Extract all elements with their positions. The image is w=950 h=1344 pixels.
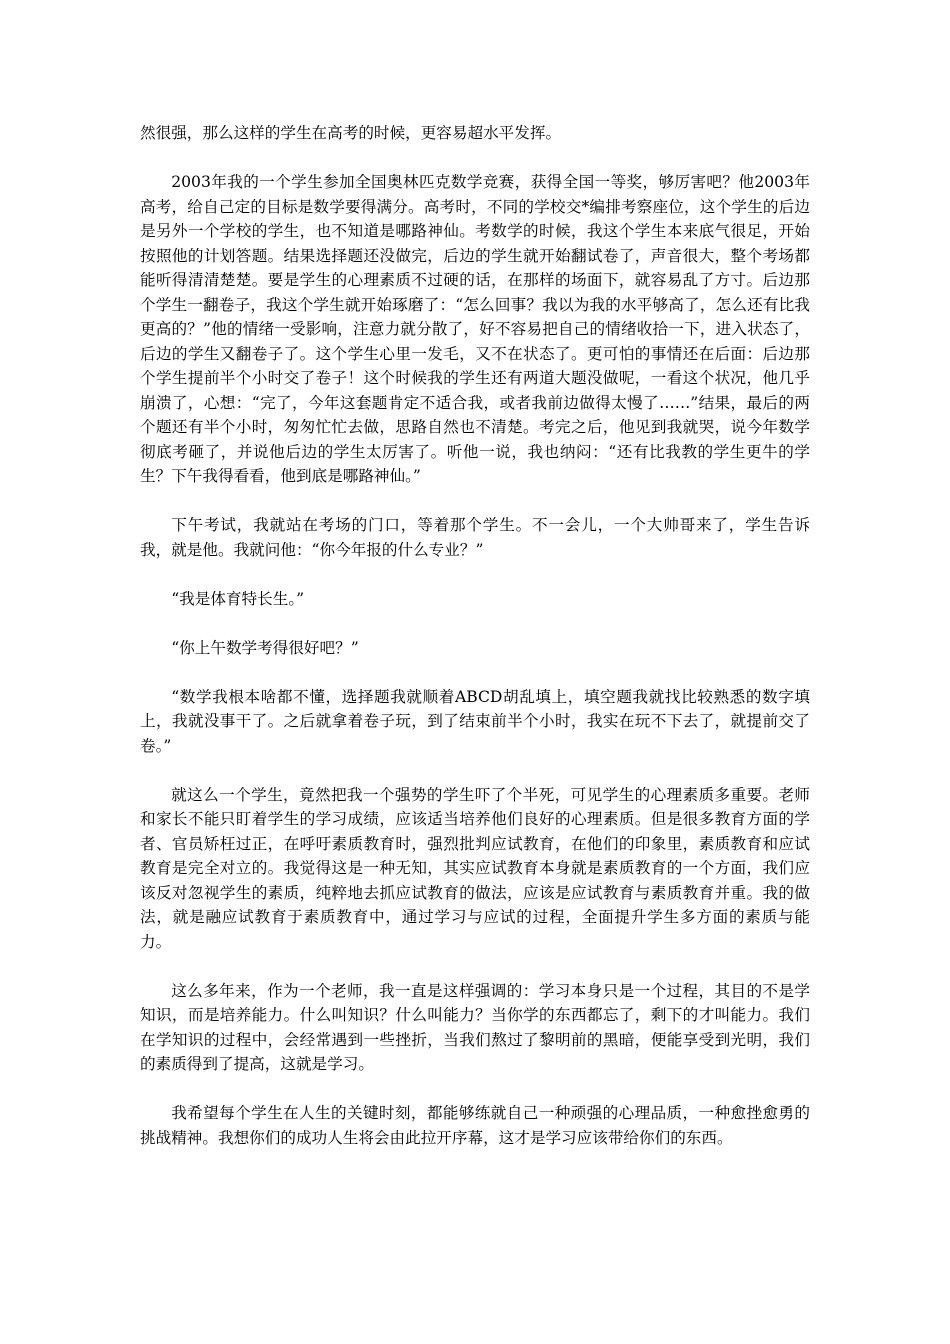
paragraph-closing-wish: 我希望每个学生在人生的关键时刻，都能够练就自己一种顽强的心理品质，一种愈挫愈勇的挑战精神。我想你们的成功人生将会由此拉开序幕，这才是学习应该带给你们的东西。 xyxy=(140,1104,810,1147)
paragraph-dialogue-reply-2: “数学我根本啥都不懂，选择题我就顺着ABCD胡乱填上，填空题我就找比较熟悉的数字填上，我就没事干了。之后就拿着卷子玩，到了结束前半个小时，我实在玩不下去了，就提前交了卷。” xyxy=(140,687,810,755)
document-body xyxy=(140,121,810,1175)
paragraph-competition-story: 2003年我的一个学生参加全国奥林匹克数学竞赛，获得全国一等奖，够厉害吧？他2003年高考，给自己定的目标是数学要得满分。高考时，不同的学校交*编排考察座位，这个学生的后边是另外一个学校的学生，也不知道是哪路神仙。考数学的时候，我这个学生本来底气很足，开始按照他的计划答题。结果选择题还没做完，后边的学生就开始翻试卷了，声音很大，整个考场都能听得清清楚楚。要是学生的心理素质不过硬的话，在那样的场面下，就容易乱了方寸。后边那个学生一翻卷子，我这个学生就开始琢磨了：“怎么回事？我以为我的水平够高了，怎么还有比我更高的？”他的情绪一受影响，注意力就分散了，好不容易把自己的情绪收拾一下，进入状态了，后边的学生又翻卷子了。这个学生心里一发毛，又不在状态了。更可怕的事情还在后面：后边那个学生提前半个小时交了卷子！这个时候我的学生还有两道大题没做呢，一看这个状况，他几乎崩溃了，心想：“完了，今年这套题肯定不适合我，或者我前边做得太慢了……”结果，最后的两个题还有半个小时，匆匆忙忙去做，思路自然也不清楚。考完之后，他见到我就哭，说今年数学彻底考砸了，并说他后边的学生太厉害了。听他一说，我也纳闷：“还有比我教的学生更牛的学生？下午我得看看，他到底是哪路神仙。” xyxy=(140,173,810,485)
paragraph-dialogue-reply-1: “我是体育特长生。” xyxy=(171,589,305,608)
paragraph-psychological-quality: 就这么一个学生，竟然把我一个强势的学生吓了个半死，可见学生的心理素质多重要。老师和家长不能只盯着学生的学习成绩，应该适当培养他们良好的心理素质。但是很多教育方面的学者、官员矫枉过正，在呼吁素质教育时，强烈批判应试教育，在他们的印象里，素质教育和应试教育是完全对立的。我觉得这是一种无知，其实应试教育本身就是素质教育的一个方面，我们应该反对忽视学生的素质，纯粹地去抓应试教育的做法，应该是应试教育与素质教育并重。我的做法，就是融应试教育于素质教育中，通过学习与应试的过程，全面提升学生多方面的素质与能力。 xyxy=(140,785,810,951)
paragraph-learning-process: 这么多年来，作为一个老师，我一直是这样强调的：学习本身只是一个过程，其目的不是学知识，而是培养能力。什么叫知识？什么叫能力？当你学的东西都忘了，剩下的才叫能力。我们在学知识的过程中，会经常遇到一些挫折，当我们熬过了黎明前的黑暗，便能享受到光明，我们的素质得到了提高，这就是学习。 xyxy=(140,981,810,1073)
paragraph-continuation: 然很强，那么这样的学生在高考的时候，更容易超水平发挥。 xyxy=(140,124,562,142)
paragraph-dialogue-question-2: “你上午数学考得很好吧？” xyxy=(171,638,359,657)
paragraph-afternoon-exam: 下午考试，我就站在考场的门口，等着那个学生。不一会儿，一个大帅哥来了，学生告诉我，就是他。我就问他：“你今年报的什么专业？” xyxy=(140,516,810,559)
